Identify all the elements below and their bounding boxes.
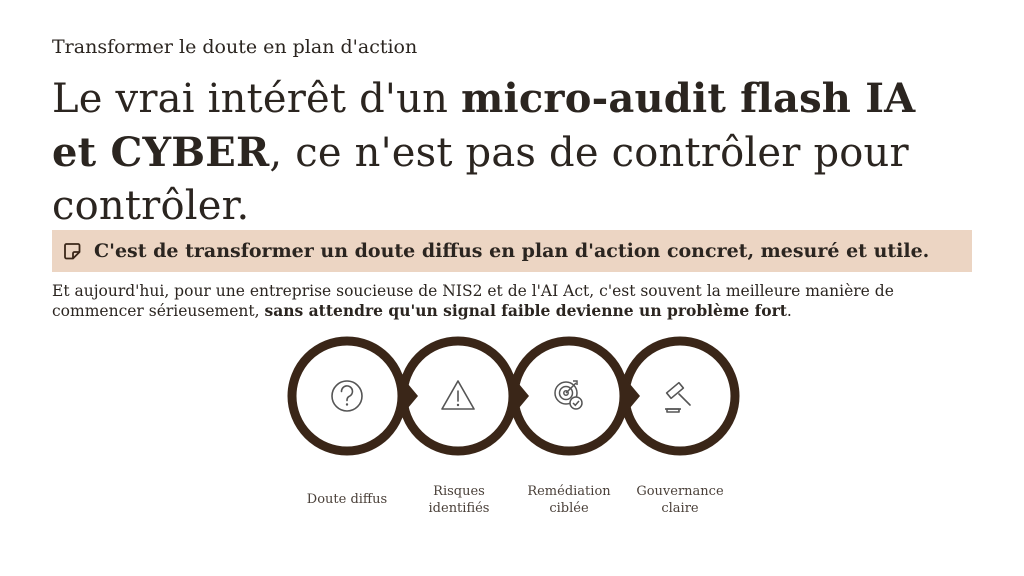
- body-paragraph: [52, 281, 972, 321]
- ring-step-3: [514, 341, 624, 451]
- step-label-3: Remédiation ciblée: [527, 484, 611, 516]
- headline-bold: micro-audit flash IA et CYBER: [52, 75, 916, 176]
- step-label-2: Risques identifiés: [428, 484, 490, 516]
- sticky-note-icon: [62, 241, 82, 261]
- warning-triangle-icon: [442, 381, 474, 409]
- callout-text: C'est de transformer un doute diffus en plan d'action concret, mesuré et utile.: [94, 240, 930, 262]
- target-check-icon: [555, 381, 582, 409]
- callout-box: [52, 230, 972, 272]
- ring-step-1: [292, 341, 402, 451]
- question-circle-icon: [332, 381, 362, 411]
- process-rings: [292, 341, 735, 451]
- arrow-3-4: [620, 372, 640, 420]
- body-bold: sans attendre qu'un signal faible devienne un problème fort: [264, 301, 787, 320]
- headline-part-1: Le vrai intérêt d'un: [52, 76, 461, 122]
- arrow-2-3: [509, 372, 529, 420]
- step-label-1: Doute diffus: [306, 492, 388, 507]
- ring-step-2: [403, 341, 513, 451]
- process-arrows: [398, 372, 640, 420]
- step-label-4: Gouvernance claire: [636, 484, 724, 516]
- ring-step-4: [625, 341, 735, 451]
- gavel-icon: [665, 383, 690, 412]
- arrow-1-2: [398, 372, 418, 420]
- headline-part-2: , ce n'est pas de contrôler pour contrôler.: [52, 130, 909, 229]
- slide-headline: [52, 72, 972, 233]
- slide-subtitle: Transformer le doute en plan d'action: [52, 36, 418, 58]
- body-part-2: .: [786, 302, 792, 320]
- body-part-1: Et aujourd'hui, pour une entreprise soucieuse de NIS2 et de l'AI Act, c'est souvent la meilleure manière de commencer sérieusement,: [52, 282, 894, 320]
